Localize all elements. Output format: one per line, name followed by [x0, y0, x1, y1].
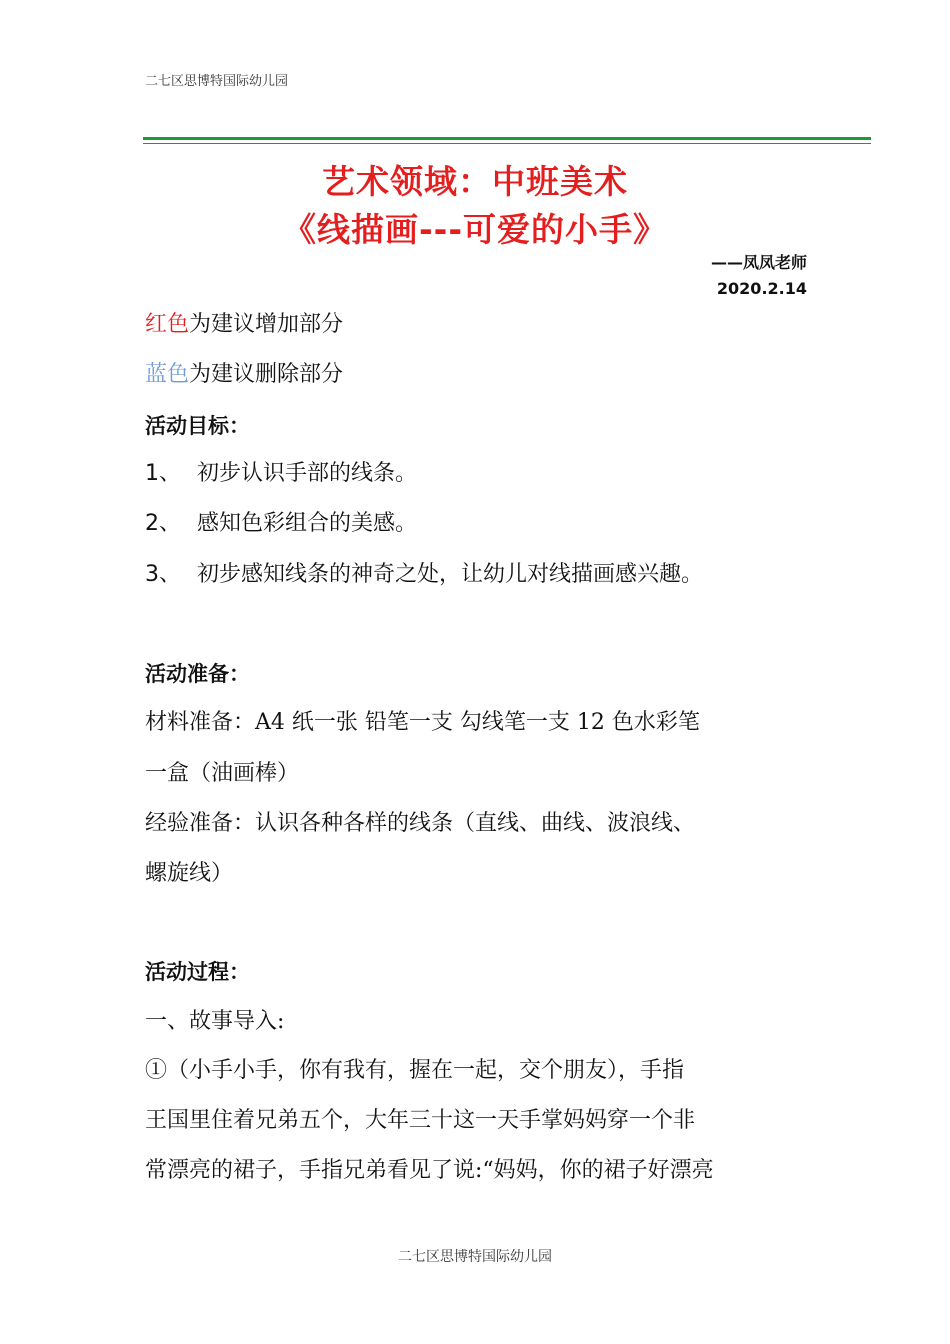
material-line2: 一盒（油画棒） [145, 761, 300, 786]
goal-item [145, 510, 417, 538]
document-title-line2: 《线描画---可爱的小手》 [282, 210, 668, 249]
story-line1: ①（小手小手，你有我有，握在一起，交个朋友），手指 [145, 1058, 685, 1083]
document-title-line1: 艺术领域：中班美术 [322, 162, 628, 201]
goal-item [145, 561, 703, 589]
goal-text: 感知色彩组合的美感。 [197, 511, 418, 536]
legend-blue-line [145, 361, 343, 389]
story-line2: 王国里住着兄弟五个，大年三十这一天手掌妈妈穿一个非 [145, 1108, 696, 1133]
legend-blue-text: 为建议删除部分 [189, 362, 344, 387]
header-rule-thick [143, 137, 871, 140]
goal-number: 1、 [145, 461, 181, 486]
author-block [711, 250, 807, 302]
goals-heading: 活动目标： [145, 414, 250, 438]
experience-line2: 螺旋线） [145, 861, 234, 886]
process-step1: 一、故事导入: [145, 1009, 285, 1034]
header-rule-thin [143, 143, 871, 144]
legend-red-text: 为建议增加部分 [189, 312, 344, 337]
author-date: 2020.2.14 [716, 279, 807, 298]
goal-item [145, 460, 417, 488]
process-heading: 活动过程： [145, 960, 250, 984]
goal-text: 初步认识手部的线条。 [197, 461, 418, 486]
story-line3: 常漂亮的裙子，手指兄弟看见了说:“妈妈，你的裙子好漂亮 [145, 1158, 714, 1183]
experience-line1: 经验准备：认识各种各样的线条（直线、曲线、波浪线、 [145, 811, 696, 836]
page-footer: 二七区思博特国际幼儿园 [398, 1249, 552, 1265]
author-name: ——凤凤老师 [710, 253, 807, 272]
goal-text: 初步感知线条的神奇之处，让幼儿对线描画感兴趣。 [197, 562, 704, 587]
legend-red-line [145, 311, 343, 339]
legend-blue-word: 蓝色 [145, 362, 190, 387]
goal-number: 2、 [145, 511, 181, 536]
preparation-heading: 活动准备： [145, 662, 250, 686]
page-header: 二七区思博特国际幼儿园 [145, 74, 289, 89]
material-line1: 材料准备：A4 纸一张 铅笔一支 勾线笔一支 12 色水彩笔 [145, 710, 700, 735]
goal-number: 3、 [145, 562, 181, 587]
legend-red-word: 红色 [145, 312, 190, 337]
